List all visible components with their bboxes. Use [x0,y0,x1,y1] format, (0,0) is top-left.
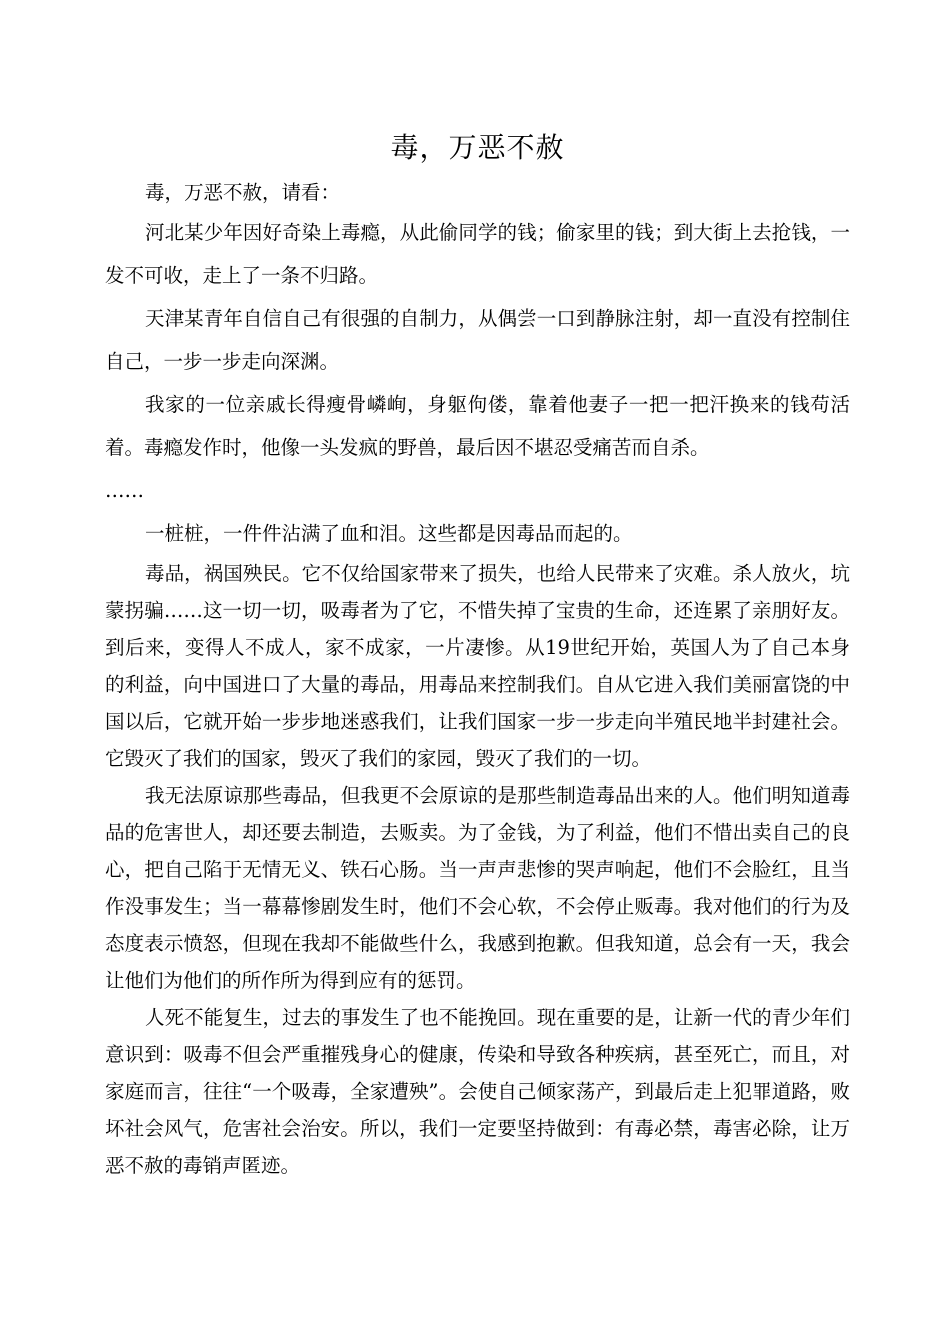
paragraph-harm-to-nation: 毒品，祸国殃民。它不仅给国家带来了损失，也给人民带来了灾难。杀人放火，坑蒙拐骗……这一切一切，吸毒者为了它，不惜失掉了宝贵的生命，还连累了亲朋好友。到后来，变得人不成人，家不成家，一片凄惨。从19世纪开始，英国人为了自己本身的利益，向中国进口了大量的毒品，用毒品来控制我们。自从它进入我们美丽富饶的中国以后，它就开始一步步地迷惑我们，让我们国家一步一步走向半殖民地半封建社会。它毁灭了我们的国家，毁灭了我们的家园，毁灭了我们的一切。 [105,562,850,770]
paragraph-hebei-youth: 河北某少年因好奇染上毒瘾，从此偷同学的钱；偷家里的钱；到大街上去抢钱，一发不可收，走上了一条不归路。 [105,221,850,287]
document-title: 毒，万恶不赦 [390,131,565,164]
paragraph-blood-tears: 一桩桩，一件件沾满了血和泪。这些都是因毒品而起的。 [145,522,633,545]
paragraph-ellipsis: …… [105,479,144,502]
paragraph-relative: 我家的一位亲戚长得瘦骨嶙峋，身躯佝偻，靠着他妻子一把一把汗换来的钱苟活着。毒瘾发作时，他像一头发疯的野兽，最后因不堪忍受痛苦而自杀。 [105,393,850,459]
paragraph-tianjin-youth: 天津某青年自信自己有很强的自制力，从偶尝一口到静脉注射，却一直没有控制住自己，一步一步走向深渊。 [105,307,850,373]
paragraph-intro: 毒，万恶不赦，请看： [145,181,341,204]
paragraph-drug-makers: 我无法原谅那些毒品，但我更不会原谅的是那些制造毒品出来的人。他们明知道毒品的危害世人，却还要去制造，去贩卖。为了金钱，为了利益，他们不惜出卖自己的良心，把自己陷于无情无义、铁石心肠。当一声声悲惨的哭声响起，他们不会脸红，且当作没事发生；当一幕幕惨剧发生时，他们不会心软，不会停止贩毒。我对他们的行为及态度表示愤怒，但现在我却不能做些什么，我感到抱歉。但我知道，总会有一天，我会让他们为他们的所作所为得到应有的惩罚。 [105,784,850,992]
paragraph-conclusion: 人死不能复生，过去的事发生了也不能挽回。现在重要的是，让新一代的青少年们意识到：吸毒不但会严重摧残身心的健康，传染和导致各种疾病，甚至死亡，而且，对家庭而言，往往“一个吸毒，全家遭殃”。会使自己倾家荡产，到最后走上犯罪道路，败坏社会风气，危害社会治安。所以，我们一定要坚持做到：有毒必禁，毒害必除，让万恶不赦的毒销声匿迹。 [105,1006,850,1177]
document-page [105,128,850,1184]
